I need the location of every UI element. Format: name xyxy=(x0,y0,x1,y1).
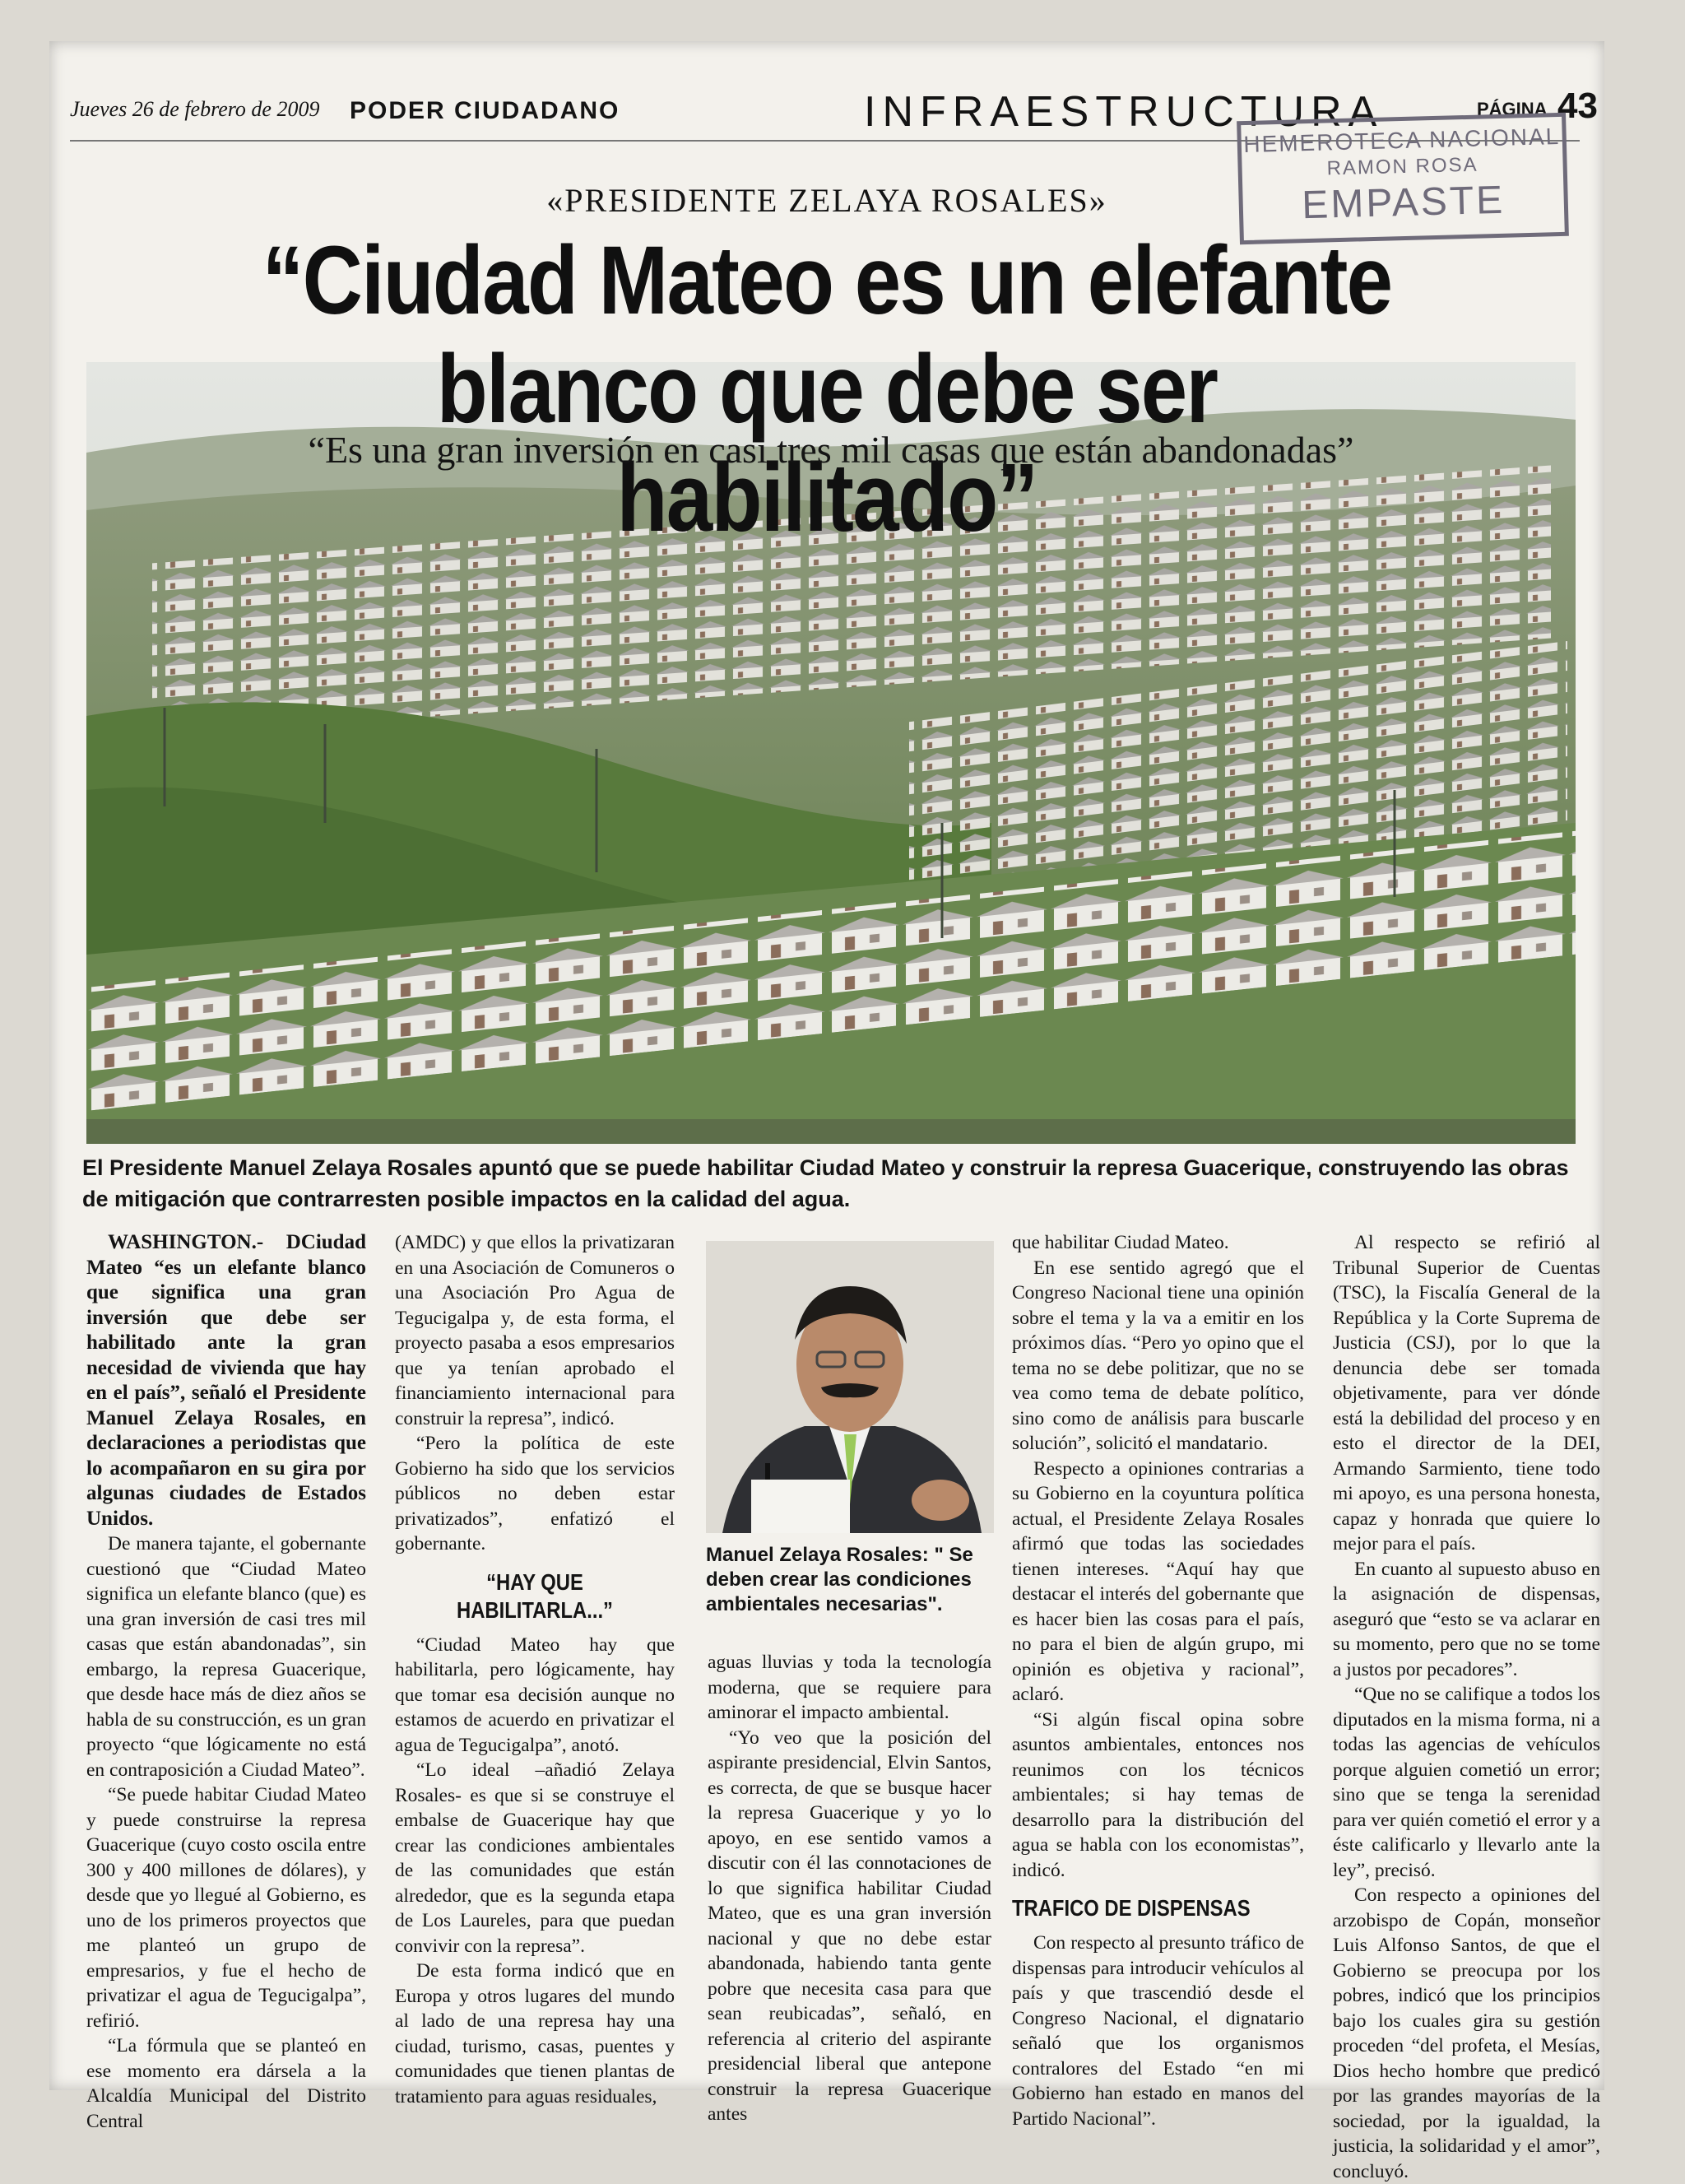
portrait-photo xyxy=(706,1241,994,1533)
paragraph: En cuanto al supuesto abuso en la asignación de dispensas, aseguró que “esto se va aclarar en su momento, pero que no se tome a justos por pecadores”. xyxy=(1333,1558,1600,1680)
paragraph: De esta forma indicó que en Europa y otros lugares del mundo al lado de una represa hay una ciudad, turismo, casas, puentes y comunidades que tienen plantas de tratamiento para aguas residuales, xyxy=(395,1960,675,2107)
paragraph: De manera tajante, el gobernante cuestionó que “Ciudad Mateo significa un elefante blanco (que) es una gran inversión de casi tres mil casas que están abandonadas”, sin embargo, la represa Guacerique, que desde hace más de diez años se habla de su construcción, es un gran proyecto “que lógicamente no está en contraposición a Ciudad Mateo”. xyxy=(86,1533,366,1781)
paragraph: “Se puede habitar Ciudad Mateo y puede construirse la represa Guacerique (cuyo costo oscila entre 300 y 400 millones de dólares), y desde que yo llegué al Gobierno, es uno de los primeros proyectos que me planteó un grupo de empresarios, y fue el hecho de privatizar el agua de Tegucigalpa”, refirió. xyxy=(86,1784,366,2032)
page-label: PÁGINA xyxy=(1477,99,1548,119)
column-1 xyxy=(86,1230,366,2134)
article-kicker: «PRESIDENTE ZELAYA ROSALES» xyxy=(546,182,1107,219)
column-5 xyxy=(1333,1230,1600,2184)
portrait-illustration xyxy=(706,1241,994,1533)
portrait-caption: Manuel Zelaya Rosales: " Se deben crear las condiciones ambientales necesarias". xyxy=(706,1544,973,1615)
paragraph: En ese sentido agregó que el Congreso Nacional tiene una opinión sobre el tema y la va a emitir en los próximos días. “Pero yo opino que el tema no se debe politizar, que no se vea como tema de debate político, sino como de análisis para buscarle solución”, solicitó el mandatario. xyxy=(1012,1257,1304,1454)
section-subtitle: “HAY QUE HABILITARLA...” xyxy=(457,1568,613,1623)
paragraph: Con respecto al presunto tráfico de dispensas para introducir vehículos al país y que trascendió desde el Congreso Nacional, el dignatario señaló que los organismos contralores del Estado “en mi Gobierno han estado en manos del Partido Nacional”. xyxy=(1012,1932,1304,2130)
section-title: INFRAESTRUCTURA xyxy=(864,88,1384,136)
section-subtitle: TRAFICO DE DISPENSAS xyxy=(1012,1895,1251,1921)
stamp-line-1: HEMEROTECA NACIONAL xyxy=(1242,123,1561,158)
paragraph: aguas lluvias y toda la tecnología moderna, que se requiere para aminorar el impacto ambiental. xyxy=(708,1652,991,1723)
paragraph: “Que no se califique a todos los diputados en la misma forma, ni a todas las agencias de vehículos porque alguien cometió un error; sino que se tenga la serenidad para ver quién cometió el error y a éste calificarlo y llevarlo ante la ley”, precisó. xyxy=(1333,1684,1600,1881)
lead-paragraph: WASHINGTON.- DCiudad Mateo “es un elefante blanco que significa una gran inversión que debe ser habilitado ante la gran necesidad de vivienda que hay en el país”, señaló el Presidente Manuel Zelaya Rosales, en declaraciones a periodistas que lo acompañaron en su gira por algunas ciudades de Estados Unidos. xyxy=(86,1231,366,1530)
issue-date: Jueves 26 de febrero de 2009 xyxy=(70,97,320,121)
paragraph: “Yo veo que la posición del aspirante presidencial, Elvin Santos, es correcta, de que se busque hacer la represa Guacerique y yo lo apoyo, en ese sentido vamos a discutir con él las connotaciones de lo que significa habilitar Ciudad Mateo, que es una gran inversión nacional y que no debe estar abandonada, habiendo tanta gente pobre que necesita casa para que sean reubicadas”, señaló, en referencia al criterio del aspirante presidencial liberal que antepone construir la represa Guacerique antes xyxy=(708,1726,991,2125)
supplement-name: PODER CIUDADANO xyxy=(350,97,620,124)
page-number: 43 xyxy=(1557,86,1598,126)
paragraph: Al respecto se refirió al Tribunal Superior de Cuentas (TSC), la Fiscalía General de la República y la Corte Suprema de Justicia (CSJ), por lo que la denuncia debe ser tomada objetivamente, para ver dónde está la debilidad del proceso y en esto el director de la DEI, Armando Sarmiento, tiene todo mi apoyo, es una persona honesta, capaz y honrada que quiere lo mejor para el país. xyxy=(1333,1232,1600,1554)
article-headline: “Ciudad Mateo es un elefante blanco que debe ser habilitado” xyxy=(262,226,1392,552)
paragraph: Respecto a opiniones contrarias a su Gobierno en la coyuntura política actual, el Presidente Zelaya Rosales afirmó que todas las sociedades tienen intereses. “Aquí hay que destacar el interés del gobernante que es hacer bien las cosas para el país, no para el bien de algún grupo, mi opinión es objetiva y racional”, aclaró. xyxy=(1012,1457,1304,1705)
newspaper-page xyxy=(49,41,1604,2182)
article-subhead: “Es una gran inversión en casi tres mil casas que están abandonadas” xyxy=(308,429,1354,471)
paragraph: “Si algún fiscal opina sobre asuntos ambientales, entonces nos reunimos con los técnicos ambientales; si hay temas de desarrollo para la distribución del agua se habla con los economistas”, indicó. xyxy=(1012,1708,1304,1881)
paragraph: Con respecto a opiniones del arzobispo de Copán, monseñor Luis Alfonso Santos, de que el Gobierno se preocupa por los pobres, indicó que los principios bajo los cuales gira su gestión proceden “del profeta, el Mesías, Dios hecho hombre que predicó por las grandes mayorías de la sociedad, por la igualdad, la justicia, la solidaridad y el amor”, concluyó. xyxy=(1333,1884,1600,2182)
paragraph: “Lo ideal –añadió Zelaya Rosales- es que si se construye el embalse de Guacerique hay que crear las condiciones ambientales de las comunidades que están alrededor, que es la segunda etapa de Los Laureles, para que puedan convivir con la represa”. xyxy=(395,1759,675,1957)
photo-caption: El Presidente Manuel Zelaya Rosales apuntó que se puede habilitar Ciudad Mateo y construir la represa Guacerique, construyendo las obras de mitigación que contrarresten posible impactos en la calidad del agua. xyxy=(82,1155,1569,1211)
paragraph: “Ciudad Mateo hay que habilitarla, pero lógicamente, hay que tomar esa decisión aunque no estamos de acuerdo en privatizar el agua de Tegucigalpa”, anotó. xyxy=(395,1633,675,1756)
column-3 xyxy=(708,1650,991,2127)
paragraph: “Pero la política de este Gobierno ha sido que los servicios públicos no deben estar privatizados”, enfatizó el gobernante. xyxy=(395,1433,675,1554)
paragraph: “La fórmula que se planteó en ese momento era dársela a la Alcaldía Municipal del Distrito Central xyxy=(86,2035,366,2132)
archive-stamp xyxy=(1237,113,1569,244)
column-2 xyxy=(395,1230,675,2109)
column-4 xyxy=(1012,1230,1304,2131)
paragraph: que habilitar Ciudad Mateo. xyxy=(1012,1232,1229,1253)
stamp-line-2: RAMON ROSA xyxy=(1326,153,1478,180)
stamp-line-3: EMPASTE xyxy=(1301,178,1506,228)
paragraph: (AMDC) y que ellos la privatizaran en una Asociación de Comuneros o una Asociación Pro Agua de Tegucigalpa y, de esta forma, el proyecto pasaba a esos empresarios que ya tenían aprobado el financiamiento internacional para construir la represa”, indicó. xyxy=(395,1232,675,1429)
